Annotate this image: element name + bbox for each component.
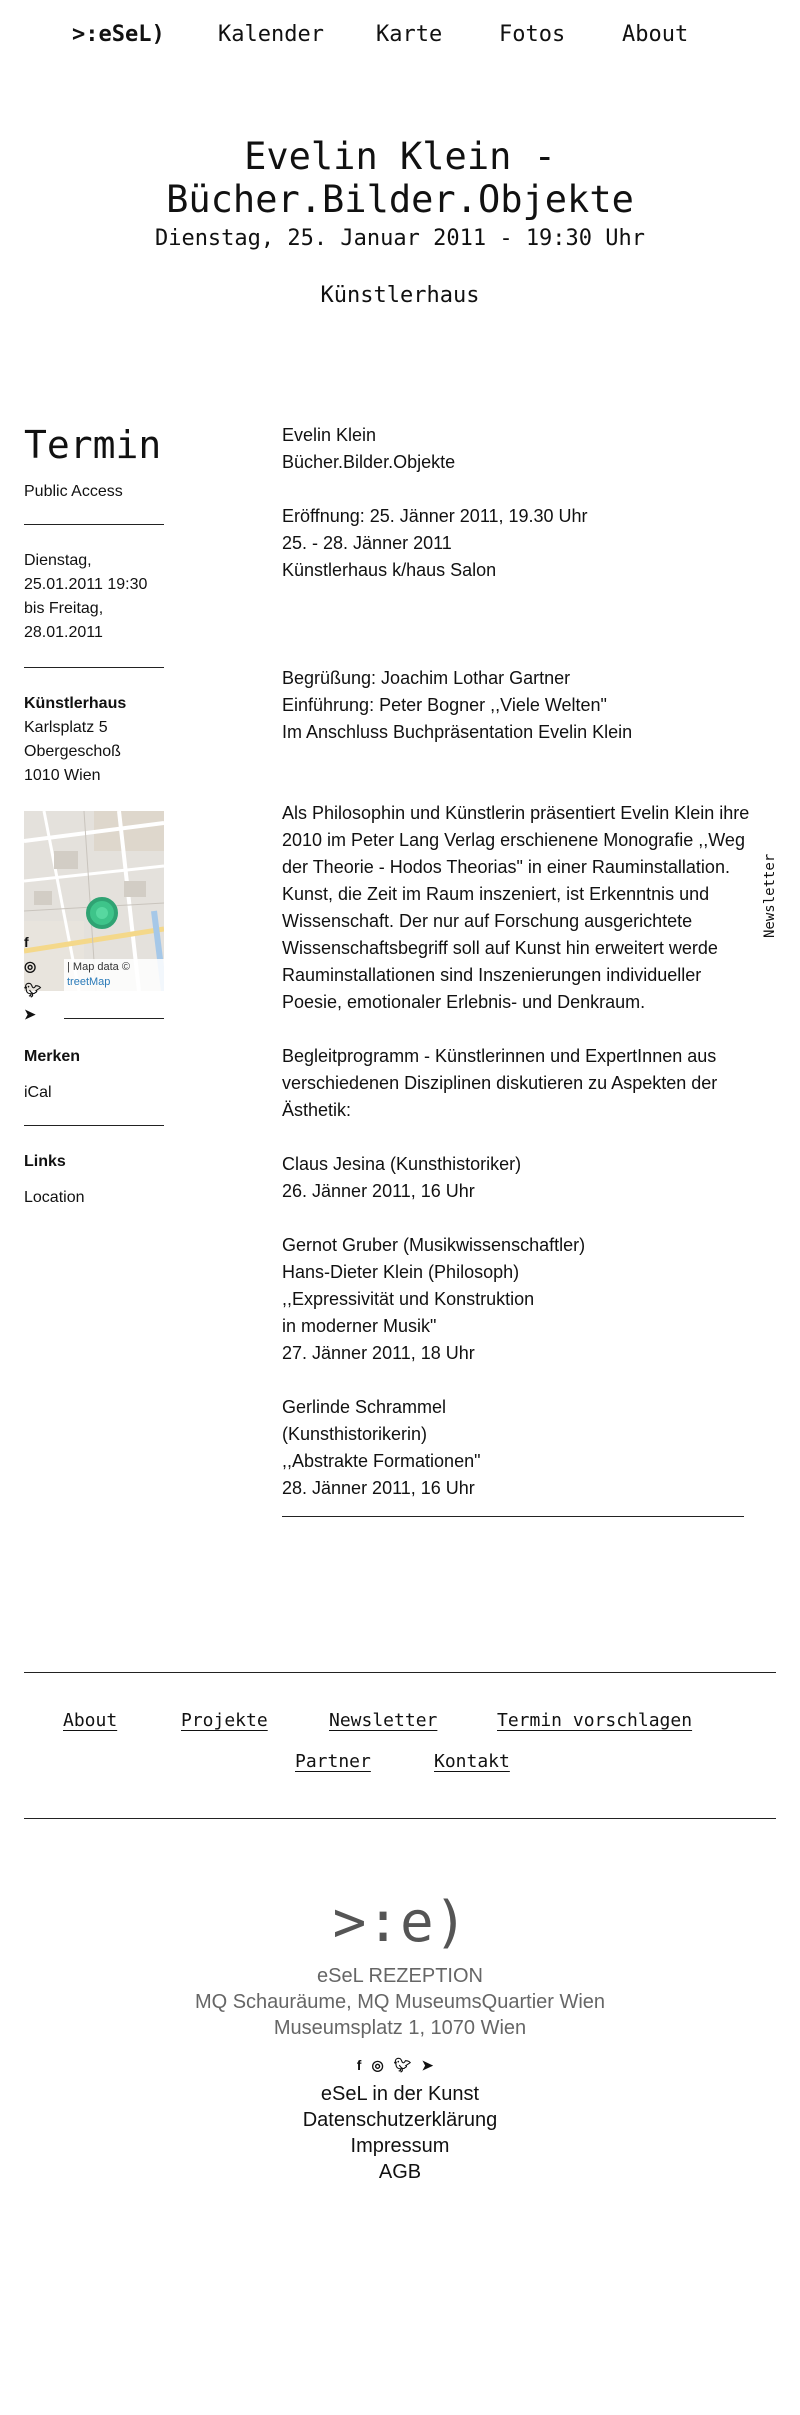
osm-link[interactable]: treetMap xyxy=(67,976,111,988)
datetime-line: bis Freitag, xyxy=(24,600,104,617)
nav-item-karte[interactable]: Karte xyxy=(376,22,443,47)
sidebar-heading: Termin xyxy=(24,423,162,467)
footer-reception: eSeL REZEPTION xyxy=(317,1965,483,1987)
divider xyxy=(64,1018,164,1019)
text-line: Künstlerhaus k/haus Salon xyxy=(282,560,497,580)
address-line: 1010 Wien xyxy=(24,767,101,784)
footer-link-datenschutz[interactable]: Datenschutzerklärung xyxy=(302,2109,498,2131)
location-link[interactable]: Location xyxy=(24,1189,85,1206)
text-line: Einführung: Peter Bogner ,,Viele Welten" xyxy=(282,695,607,715)
ical-link[interactable]: iCal xyxy=(24,1084,52,1101)
merken-heading: Merken xyxy=(24,1048,81,1065)
instagram-icon[interactable]: ◎ xyxy=(371,2057,394,2073)
footer-link-newsletter[interactable]: Newsletter xyxy=(329,1710,438,1731)
nav-item-kalender[interactable]: Kalender xyxy=(218,22,324,47)
text-line: Begrüßung: Joachim Lothar Gartner xyxy=(282,668,571,688)
sidebar-actions xyxy=(24,1045,164,1210)
footer-link-esel-in-der-kunst[interactable]: eSeL in der Kunst xyxy=(320,2083,480,2105)
event-datetime xyxy=(24,549,164,645)
text-line: Gernot Gruber (Musikwissenschaftler) xyxy=(282,1235,586,1255)
map-marker-icon[interactable] xyxy=(86,897,118,929)
footer-address: Museumsplatz 1, 1070 Wien xyxy=(273,2017,527,2039)
venue-name: Künstlerhaus xyxy=(24,695,127,712)
footer-link-agb[interactable]: AGB xyxy=(378,2161,422,2183)
attribution-text: | Map data © xyxy=(67,961,130,973)
text-line: ,,Abstrakte Formationen" xyxy=(282,1451,481,1471)
nav-item-about[interactable]: About xyxy=(622,22,689,47)
nav-item-fotos[interactable]: Fotos xyxy=(499,22,566,47)
telegram-icon[interactable]: ➤ xyxy=(421,2057,444,2073)
text-line: Rauminstallationen sind Inszenierungen individueller xyxy=(282,965,702,985)
footer-link-projekte[interactable]: Projekte xyxy=(181,1710,268,1731)
site-logo[interactable]: >:eSeL) xyxy=(72,22,165,47)
page-title: Evelin Klein - Bücher.Bilder.Objekte xyxy=(166,135,634,221)
footer-divider-bottom xyxy=(24,1818,776,1819)
footer-logo: >:e) xyxy=(332,1890,468,1955)
event-venue: Künstlerhaus xyxy=(320,283,480,308)
telegram-icon[interactable]: ➤ xyxy=(24,1006,36,1022)
text-line: der Theorie - Hodos Theorias" in einer Rauminstallation. xyxy=(282,857,730,877)
text-line: Begleitprogramm - Künstlerinnen und ExpertInnen aus xyxy=(282,1046,717,1066)
footer-divider-top xyxy=(24,1672,776,1673)
event-date: Dienstag, 25. Januar 2011 - 19:30 Uhr xyxy=(154,226,646,251)
access-label: Public Access xyxy=(24,483,123,500)
datetime-line: 28.01.2011 xyxy=(24,624,103,641)
event-description xyxy=(282,422,772,1527)
text-line: Wissenschaftsbegriff soll auf Kunst hin erweitert werde xyxy=(282,938,718,958)
location-map[interactable] xyxy=(24,811,164,991)
instagram-icon[interactable]: ◎ xyxy=(24,958,37,974)
text-line: 2010 im Peter Lang Verlag erschienene Monografie ,,Weg xyxy=(282,830,745,850)
footer-link-partner[interactable]: Partner xyxy=(295,1751,371,1772)
text-line: Gerlinde Schrammel xyxy=(282,1397,447,1417)
text-line: Im Anschluss Buchpräsentation Evelin Klein xyxy=(282,722,633,742)
datetime-line: Dienstag, xyxy=(24,552,92,569)
top-nav xyxy=(0,22,800,52)
footer-link-impressum[interactable]: Impressum xyxy=(350,2135,450,2157)
footer-social-icons xyxy=(0,2057,800,2074)
map-attribution xyxy=(64,959,164,991)
text-line: (Kunsthistorikerin) xyxy=(282,1424,428,1444)
text-line: verschiedenen Disziplinen diskutieren zu Aspekten der xyxy=(282,1073,718,1093)
content-end-rule xyxy=(282,1516,744,1517)
footer-link-about[interactable]: About xyxy=(63,1710,118,1731)
text-line: Claus Jesina (Kunsthistoriker) xyxy=(282,1154,522,1174)
text-line: Als Philosophin und Künstlerin präsentiert Evelin Klein ihre xyxy=(282,803,750,823)
text-line: Bücher.Bilder.Objekte xyxy=(282,452,456,472)
datetime-line: 25.01.2011 19:30 xyxy=(24,576,148,593)
address-line: Obergeschoß xyxy=(24,743,121,760)
footer-link-kontakt[interactable]: Kontakt xyxy=(434,1751,510,1772)
text-line: Kunst, die Zeit im Raum inszeniert, ist Erkenntnis und xyxy=(282,884,710,904)
text-line: Poesie, emotionaler Erlebnis- und Denkraum. xyxy=(282,992,646,1012)
text-line: in moderner Musik" xyxy=(282,1316,437,1336)
twitter-icon[interactable]: 🐦︎ xyxy=(24,982,42,998)
text-line: 28. Jänner 2011, 16 Uhr xyxy=(282,1478,475,1498)
twitter-icon[interactable]: 🐦︎ xyxy=(393,2057,422,2073)
text-line: Hans-Dieter Klein (Philosoph) xyxy=(282,1262,520,1282)
event-sidebar xyxy=(24,422,164,788)
share-icons xyxy=(24,930,44,1026)
text-line: Wissenschaft. Der nur auf Forschung ausgerichtete xyxy=(282,911,693,931)
links-heading: Links xyxy=(24,1153,66,1170)
text-line: 25. - 28. Jänner 2011 xyxy=(282,533,452,553)
address-line: Karlsplatz 5 xyxy=(24,719,108,736)
footer-location: MQ Schauräume, MQ MuseumsQuartier Wien xyxy=(194,1991,606,2013)
text-line: ,,Expressivität und Konstruktion xyxy=(282,1289,535,1309)
footer-link-termin-vorschlagen[interactable]: Termin vorschlagen xyxy=(497,1710,693,1731)
text-line: 27. Jänner 2011, 18 Uhr xyxy=(282,1343,475,1363)
text-line: Eröffnung: 25. Jänner 2011, 19.30 Uhr xyxy=(282,506,588,526)
facebook-icon[interactable]: f xyxy=(356,2057,372,2073)
text-line: 26. Jänner 2011, 16 Uhr xyxy=(282,1181,475,1201)
text-line: Ästhetik: xyxy=(282,1100,352,1120)
newsletter-tab[interactable]: Newsletter xyxy=(762,853,778,938)
facebook-icon[interactable]: f xyxy=(24,934,29,950)
text-line: Evelin Klein xyxy=(282,425,377,445)
